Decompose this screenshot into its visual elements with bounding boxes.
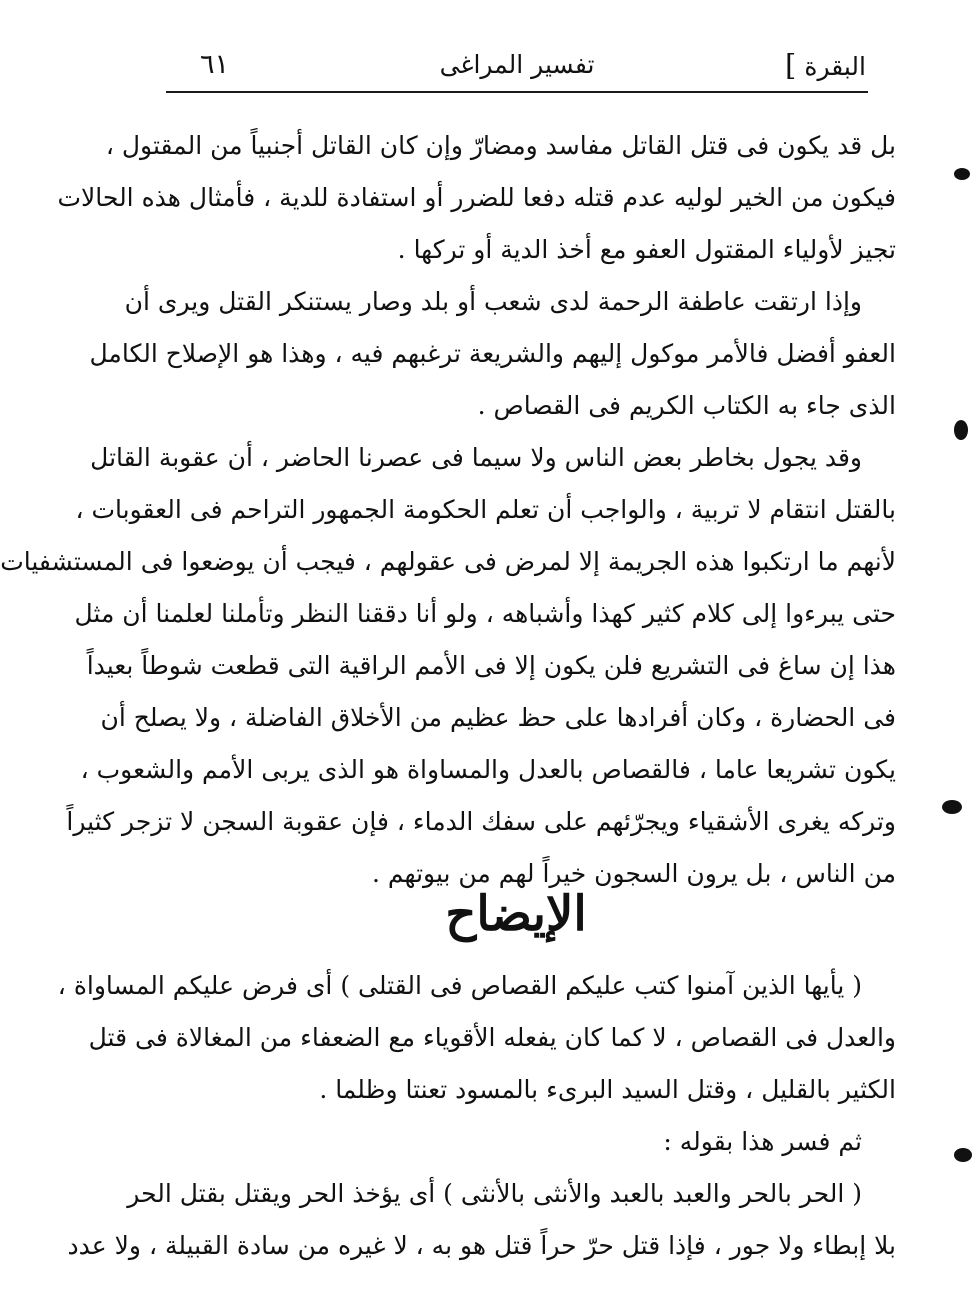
ink-blot <box>942 800 962 814</box>
text-line: يكون تشريعا عاما ، فالقصاص بالعدل والمساواة هو الذى يربى الأمم والشعوب ، <box>80 755 896 784</box>
text-line: ( يأيها الذين آمنوا كتب عليكم القصاص فى القتلى ) أى فرض عليكم المساواة ، <box>57 971 862 1000</box>
text-line: وقد يجول بخاطر بعض الناس ولا سيما فى عصرنا الحاضر ، أن عقوبة القاتل <box>90 443 862 472</box>
section-heading: الإيضاح <box>445 886 587 942</box>
explanation-paragraph-2 <box>67 1168 896 1272</box>
text-line: الذى جاء به الكتاب الكريم فى القصاص . <box>477 391 896 420</box>
page-header <box>166 44 868 88</box>
ink-blot <box>954 1148 972 1162</box>
text-line: من الناس ، بل يرون السجون خيراً لهم من بيوتهم . <box>372 859 896 888</box>
text-line: ثم فسر هذا بقوله : <box>663 1127 862 1156</box>
text-line: وتركه يغرى الأشقياء ويجرّئهم على سفك الدماء ، فإن عقوبة السجن لا تزجر كثيراً <box>66 807 896 836</box>
surah-label <box>785 48 866 84</box>
explanation-paragraph-1 <box>57 960 896 1168</box>
surah-name: البقرة <box>804 52 866 81</box>
paragraph-2 <box>89 276 896 432</box>
text-line: ( الحر بالحر والعبد بالعبد والأنثى بالأنثى ) أى يؤخذ الحر ويقتل بقتل الحر <box>127 1179 862 1208</box>
text-line: الكثير بالقليل ، وقتل السيد البرىء بالمسود تعنتا وظلما . <box>319 1075 896 1104</box>
page-number: ٦١ <box>200 49 230 80</box>
header-rule <box>166 91 868 93</box>
ink-blot <box>954 420 968 440</box>
text-line: فيكون من الخير لوليه عدم قتله دفعا للضرر أو استفادة للدية ، فأمثال هذه الحالات <box>57 183 896 212</box>
text-line: هذا إن ساغ فى التشريع فلن يكون إلا فى الأمم الراقية التى قطعت شوطاً بعيداً <box>86 651 896 680</box>
text-line: حتى يبرءوا إلى كلام كثير كهذا وأشباهه ، ولو أنا دققنا النظر وتأملنا لعلمنا أن مثل <box>74 599 896 628</box>
ink-blot <box>954 168 970 180</box>
text-line: تجيز لأولياء المقتول العفو مع أخذ الدية أو تركها . <box>397 235 896 264</box>
text-line: لأنهم ما ارتكبوا هذه الجريمة إلا لمرض فى عقولهم ، فيجب أن يوضعوا فى المستشفيات <box>0 547 896 576</box>
text-line: بالقتل انتقام لا تربية ، والواجب أن تعلم الحكومة الجمهور التراحم فى العقوبات ، <box>75 495 896 524</box>
paragraph-3 <box>0 432 896 900</box>
text-line: وإذا ارتقت عاطفة الرحمة لدى شعب أو بلد وصار يستنكر القتل ويرى أن <box>124 287 862 316</box>
text-line: العفو أفضل فالأمر موكول إليهم والشريعة ترغبهم فيه ، وهذا هو الإصلاح الكامل <box>89 339 896 368</box>
text-line: فى الحضارة ، وكان أفرادها على حظ عظيم من الأخلاق الفاضلة ، ولا يصلح أن <box>100 703 896 732</box>
text-line: والعدل فى القصاص ، لا كما كان يفعله الأقوياء مع الضعفاء من المغالاة فى قتل <box>88 1023 896 1052</box>
text-line: بلا إبطاء ولا جور ، فإذا قتل حرّ حراً قتل هو به ، لا غيره من سادة القبيلة ، ولا عدد <box>67 1231 896 1260</box>
header-bracket: ] <box>785 48 797 82</box>
text-line: بل قد يكون فى قتل القاتل مفاسد ومضارّ وإن كان القاتل أجنبياً من المقتول ، <box>105 131 896 160</box>
running-title: تفسير المراغى <box>439 50 595 79</box>
paragraph-1 <box>57 120 896 276</box>
